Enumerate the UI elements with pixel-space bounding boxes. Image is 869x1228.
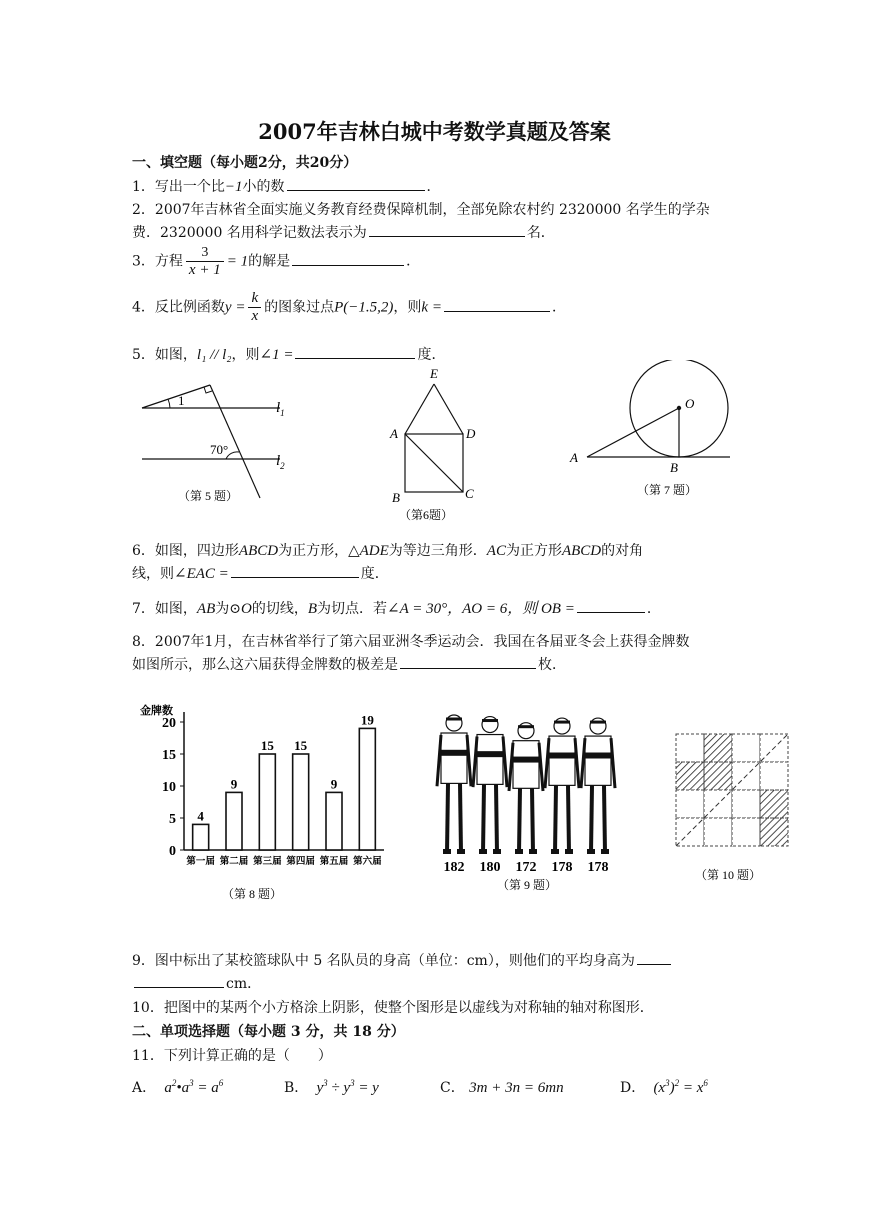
question-5: 5．如图，l₁ // l₂，则∠1 = 度． [132, 344, 445, 364]
question-2-line-1: 2．2007年吉林省全面实施义务教育经费保障机制，全部免除农村约 2320000 名学生的学杂 [132, 202, 710, 218]
figure-7 [565, 360, 740, 505]
figure-10-grid [668, 726, 798, 886]
answer-blank[interactable] [231, 563, 359, 578]
bar [226, 792, 242, 850]
page-title: 2007年吉林白城中考数学真题及答案 [258, 119, 611, 144]
point-E-label: E [430, 366, 438, 381]
x-tick-label: 第五届 [319, 857, 349, 867]
player-height-label: 178 [551, 860, 573, 875]
shaded-cell [760, 818, 788, 846]
x-tick-label: 第四届 [286, 857, 315, 867]
player-height-label: 178 [587, 860, 609, 875]
option-B-expression: $y^3 \div y^3 = y$ [312, 1078, 379, 1096]
question-8-line-1: 8．2007年1月，在吉林省举行了第六届亚洲冬季运动会．我国在各届亚冬会上获得金牌数 [132, 634, 690, 650]
point-B-label: B [670, 460, 678, 475]
answer-blank[interactable] [444, 297, 550, 312]
player-figure [437, 715, 471, 875]
player-height-label: 172 [515, 860, 537, 875]
y-axis-label: 金牌数 [140, 705, 173, 717]
fraction: $\frac{3}{x + 1}$ [186, 244, 224, 279]
figure-6-caption: （第6题） [399, 508, 454, 522]
line-l1-label: $l_1$ [276, 400, 285, 418]
question-9-line-1: 9．图中标出了某校篮球队中 5 名队员的身高（单位：cm），则他们的平均身高为 [132, 950, 673, 970]
answer-blank[interactable] [287, 176, 425, 191]
bar-value-label: 19 [360, 712, 374, 728]
player-height-label: 180 [479, 860, 501, 875]
angle-70-label: 70° [210, 442, 229, 457]
question-6-line-2: 线，则∠EAC = 度． [132, 563, 389, 583]
bar-value-label: 4 [197, 808, 204, 824]
bar-value-label: 9 [230, 776, 238, 792]
bar [359, 728, 375, 850]
answer-blank[interactable] [292, 251, 404, 266]
figure-5-caption: （第 5 题） [178, 489, 239, 503]
bar-value-label: 15 [260, 738, 274, 753]
y-tick-label: 15 [162, 748, 176, 763]
point-O-label: O [685, 396, 695, 411]
option-A-expression: $a^2•a^3 = a^6$ [160, 1078, 224, 1096]
answer-blank[interactable] [400, 654, 536, 669]
figure-6 [385, 364, 490, 524]
question-11-stem: 11．下列计算正确的是（ ） [132, 1048, 332, 1064]
bar [326, 792, 342, 850]
figure-5 [130, 372, 300, 512]
option-D[interactable]: D． $(x^3)^2 = x^6$ [620, 1078, 708, 1096]
y-tick-label: 20 [162, 716, 176, 731]
grid-cell [732, 790, 760, 818]
option-C[interactable]: C． 3m + 3n = 6mn [440, 1080, 564, 1096]
bar [193, 824, 209, 850]
section-fill-in: 一、填空题（每小题2分，共20分） [132, 155, 358, 171]
player-figure [581, 718, 615, 875]
point-B-label: B [392, 490, 400, 505]
x-tick-label: 第三届 [253, 857, 282, 867]
option-C-expression: 3m + 3n = 6mn [469, 1080, 564, 1096]
grid-cell [676, 734, 704, 762]
fraction: $\frac{k}{x}$ [248, 290, 261, 325]
question-2-line-2: 费．2320000 名用科学记数法表示为 名． [132, 222, 555, 242]
question-7: 7．如图，AB为⊙O的切线，B为切点．若∠A = 30°，AO = 6，则 OB = ． [132, 597, 661, 618]
question-4: 4．反比例函数y = $\frac{k}{x}$ 的图象过点P(−1.5,2)，则k = ． [132, 290, 566, 324]
bar [293, 754, 309, 850]
grid-cell [704, 818, 732, 846]
question-1: 1．写出一个比−1小的数 ． [132, 176, 441, 196]
player-figure [473, 717, 507, 875]
player-figure [545, 718, 579, 875]
grid-cell [732, 818, 760, 846]
section-multiple-choice: 二、单项选择题（每小题 3 分，共 18 分） [132, 1024, 405, 1040]
point-D-label: D [466, 426, 476, 441]
line-l2-label: $l_2$ [276, 453, 285, 471]
shaded-cell [704, 734, 732, 762]
point-C-label: C [465, 486, 474, 501]
y-tick-label: 5 [169, 812, 176, 827]
grid-cell [760, 762, 788, 790]
x-tick-label: 第六届 [353, 857, 382, 867]
answer-blank[interactable] [369, 222, 525, 237]
shaded-cell [676, 762, 704, 790]
shaded-cell [760, 790, 788, 818]
figure-8-bar-chart [132, 700, 394, 905]
bar-value-label: 15 [294, 738, 308, 753]
grid-cell [676, 790, 704, 818]
point-A-label: A [570, 450, 578, 465]
y-tick-label: 10 [162, 780, 176, 795]
answer-blank[interactable] [577, 598, 645, 613]
bar-value-label: 9 [330, 776, 338, 792]
figure-10-caption: （第 10 题） [694, 868, 762, 882]
angle-1-label: 1 [178, 393, 185, 408]
question-9-line-2: cm． [132, 973, 261, 993]
x-tick-label: 第二届 [219, 857, 249, 867]
player-figure [509, 723, 543, 875]
figure-7-caption: （第 7 题） [637, 483, 698, 497]
answer-blank[interactable] [295, 344, 415, 359]
figure-9-caption: （第 9 题） [496, 878, 558, 892]
answer-blank[interactable] [637, 950, 671, 965]
option-D-expression: $(x^3)^2 = x^6$ [649, 1078, 708, 1096]
question-6-line-1: 6．如图，四边形ABCD为正方形，△ADE为等边三角形．AC为正方形ABCD的对角 [132, 543, 644, 559]
figure-9-players [432, 705, 622, 895]
question-8-line-2: 如图所示，那么这六届获得金牌数的极差是 枚． [132, 654, 566, 674]
shaded-cell [704, 762, 732, 790]
answer-blank[interactable] [134, 973, 224, 988]
figure-8-caption: （第 8 题） [221, 887, 283, 901]
grid-cell [732, 734, 760, 762]
y-tick-label: 0 [169, 844, 176, 859]
x-tick-label: 第一届 [186, 857, 215, 867]
player-height-label: 182 [443, 860, 465, 875]
option-A[interactable]: A． $a^2•a^3 = a^6$ [132, 1078, 224, 1096]
question-3: 3．方程 $\frac{3}{x + 1}$ = 1的解是 ． [132, 245, 421, 278]
option-B[interactable]: B． $y^3 \div y^3 = y$ [284, 1078, 379, 1096]
point-A-label: A [390, 426, 398, 441]
bar [259, 754, 275, 850]
question-10: 10．把图中的某两个小方格涂上阴影，使整个图形是以虚线为对称轴的轴对称图形． [132, 1000, 654, 1016]
